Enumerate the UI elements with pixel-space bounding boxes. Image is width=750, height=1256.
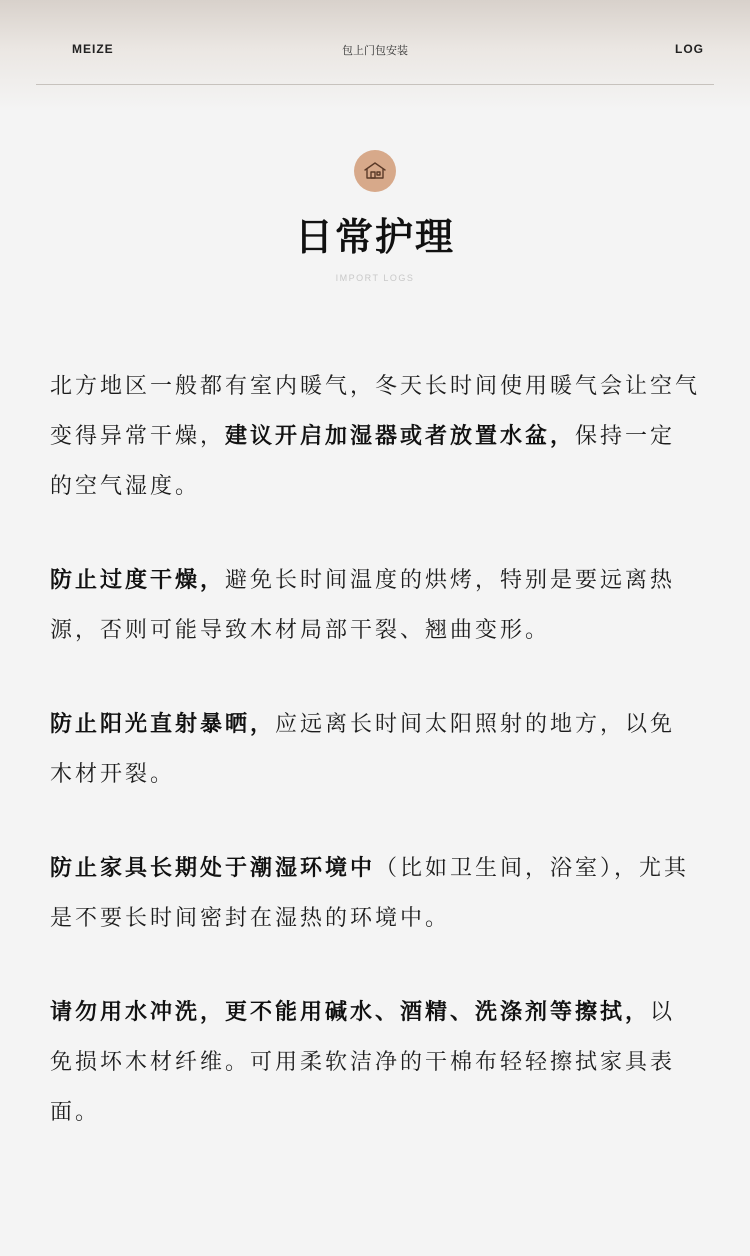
care-instructions bbox=[50, 362, 700, 1182]
paragraph-text: 保持一定的空气湿度。 bbox=[50, 424, 676, 499]
nav-log-link[interactable]: LOG bbox=[675, 42, 704, 56]
paragraph-emphasis: 防止家具长期处于潮湿环境中 bbox=[50, 856, 376, 881]
care-paragraph-cleaning bbox=[50, 988, 700, 1138]
page-subtitle: IMPORT LOGS bbox=[335, 273, 415, 283]
care-paragraph-humidity bbox=[50, 844, 700, 944]
paragraph-text: （比如卫生间，浴室），尤其是不要长时间密封在湿热的环境中。 bbox=[50, 856, 690, 931]
house-icon bbox=[354, 150, 396, 192]
paragraph-emphasis: 请勿用水冲洗，更不能用碱水、酒精、洗涤剂等擦拭， bbox=[50, 1000, 651, 1025]
care-paragraph-heating bbox=[50, 362, 700, 512]
brand-logo[interactable]: MEIZE bbox=[72, 42, 114, 56]
paragraph-emphasis: 防止过度干燥， bbox=[50, 568, 226, 593]
paragraph-emphasis: 防止阳光直射暴晒， bbox=[50, 712, 276, 737]
care-paragraph-dryness bbox=[50, 556, 700, 656]
service-label: 包上门包安装 bbox=[342, 44, 408, 57]
page-title: 日常护理 bbox=[294, 215, 455, 259]
care-paragraph-sunlight bbox=[50, 700, 700, 800]
paragraph-text: 应远离长时间太阳照射的地方，以免木材开裂。 bbox=[50, 712, 676, 787]
paragraph-emphasis: 建议开启加湿器或者放置水盆， bbox=[225, 424, 576, 449]
top-navigation bbox=[36, 20, 714, 85]
paragraph-text: 以免损坏木材纤维。可用柔软洁净的干棉布轻轻擦拭家具表面。 bbox=[50, 1000, 676, 1125]
paragraph-text: 北方地区一般都有室内暖气，冬天长时间使用暖气会让空气变得异常干燥， bbox=[50, 374, 701, 449]
paragraph-text: 避免长时间温度的烘烤，特别是要远离热源，否则可能导致木材局部干裂、翘曲变形。 bbox=[50, 568, 676, 643]
